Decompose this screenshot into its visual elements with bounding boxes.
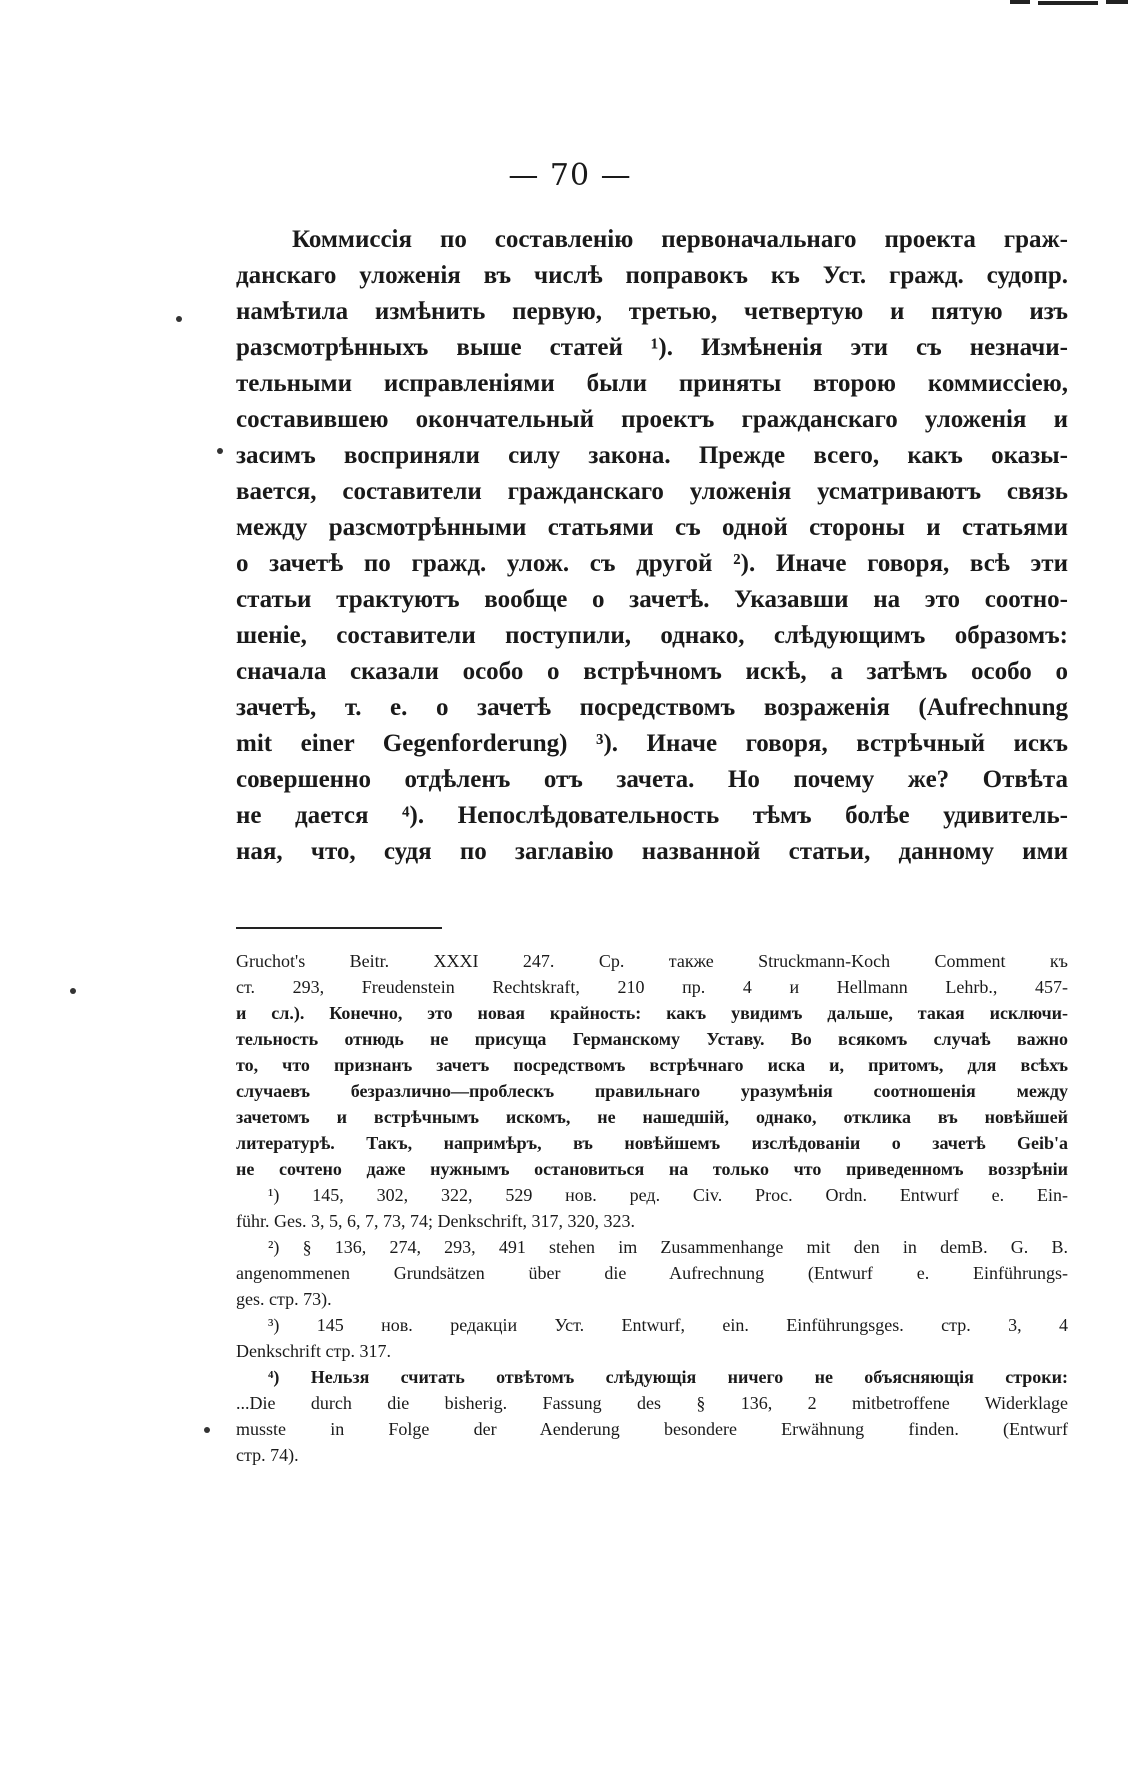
margin-dot [204, 1427, 210, 1433]
footnote-line: ²) § 136, 274, 293, 491 stehen im Zusammenhange mit den in demB. G. B. [268, 1237, 1068, 1257]
body-line: mit einer Gegenforderung) ³). Иначе говоря, встрѣчный искъ [236, 730, 1068, 757]
footnote-line: стр. 74). [236, 1445, 299, 1465]
footnote-line: musste in Folge der Aenderung besondere Erwähnung finden. (Entwurf [236, 1419, 1068, 1439]
body-line: между разсмотрѣнными статьями съ одной стороны и статьями [236, 514, 1068, 541]
footnote-line: Denkschrift стр. 317. [236, 1341, 392, 1361]
footnote-line: литературѣ. Такъ, напримѣръ, въ новѣйшемъ изслѣдованіи о зачетѣ Geib'a [236, 1133, 1068, 1153]
body-line: намѣтила измѣнить первую, третью, четвертую и пятую изъ [236, 298, 1068, 325]
body-line: зачетѣ, т. е. о зачетѣ посредствомъ возраженія (Aufrechnung [236, 694, 1068, 721]
body-text [236, 222, 1068, 870]
footnote-line: зачетомъ и встрѣчнымъ искомъ, не нашедшій, однако, отклика въ новѣйшей [236, 1107, 1068, 1127]
body-line: Коммиссія по составленію первоначальнаго проекта граж- [292, 226, 1068, 253]
body-line: разсмотрѣнныхъ выше статей ¹). Измѣненія эти съ незначи- [236, 334, 1068, 361]
page-number: — 70 — [508, 158, 632, 193]
footnote-line: случаевъ безразлично—проблескъ правильнаго уразумѣнія соотношенія между [236, 1081, 1068, 1101]
scan-edge-mark [1010, 0, 1130, 10]
footnote-separator [236, 927, 442, 929]
footnote-line: ⁴) Нельзя считать отвѣтомъ слѣдующія ничего не объясняющія строки: [268, 1367, 1068, 1387]
margin-dot [176, 316, 182, 322]
footnote-line: ¹) 145, 302, 322, 529 нов. ред. Civ. Proc. Ordn. Entwurf e. Ein- [268, 1185, 1068, 1205]
footnote-line: angenommenen Grundsätzen über die Aufrechnung (Entwurf e. Einführungs- [236, 1263, 1068, 1283]
footnote-line: ...Die durch die bisherig. Fassung des § 136, 2 mitbetroffene Widerklage [236, 1393, 1068, 1413]
body-line: засимъ восприняли силу закона. Прежде всего, какъ оказы- [236, 442, 1068, 469]
margin-dot [217, 448, 223, 454]
footnote-line: и сл.). Конечно, это новая крайность: какъ увидимъ дальше, такая исключи- [236, 1003, 1068, 1023]
footnote-line: не сочтено даже нужнымъ остановиться на только что приведенномъ воззрѣніи [236, 1159, 1068, 1179]
footnote-line: тельность отнюдь не присуща Германскому Уставу. Во всякомъ случаѣ важно [236, 1029, 1068, 1049]
footnote-line: führ. Ges. 3, 5, 6, 7, 73, 74; Denkschrift, 317, 320, 323. [236, 1211, 635, 1231]
body-line: составившею окончательный проектъ гражданскаго уложенія и [236, 406, 1068, 433]
body-line: сначала сказали особо о встрѣчномъ искѣ, а затѣмъ особо о [236, 658, 1068, 685]
body-line: данскаго уложенія въ числѣ поправокъ къ Уст. гражд. судопр. [236, 262, 1068, 289]
footnote-line: ges. стр. 73). [236, 1289, 332, 1309]
body-line: совершенно отдѣленъ отъ зачета. Но почему же? Отвѣта [236, 766, 1068, 793]
body-line: ная, что, судя по заглавію названной статьи, данному ими [236, 838, 1068, 865]
body-line: о зачетѣ по гражд. улож. съ другой ²). Иначе говоря, всѣ эти [236, 550, 1068, 577]
footnote-line: ст. 293, Freudenstein Rechtskraft, 210 пр. 4 и Hellmann Lehrb., 457- [236, 977, 1068, 997]
margin-dot [70, 988, 76, 994]
body-line: вается, составители гражданскаго уложенія усматриваютъ связь [236, 478, 1068, 505]
footnotes [236, 948, 1068, 1468]
body-line: не дается ⁴). Непослѣдовательность тѣмъ болѣе удивитель- [236, 802, 1068, 829]
footnote-line: то, что признанъ зачетъ посредствомъ встрѣчнаго иска и, притомъ, для всѣхъ [236, 1055, 1068, 1075]
body-line: тельными исправленіями были приняты второю коммиссіею, [236, 370, 1068, 397]
body-line: шеніе, составители поступили, однако, слѣдующимъ образомъ: [236, 622, 1068, 649]
footnote-line: ³) 145 нов. редакціи Уст. Entwurf, ein. Einführungsges. стр. 3, 4 [268, 1315, 1068, 1335]
footnote-line: Gruchot's Beitr. XXXI 247. Ср. также Struckmann-Koch Comment къ [236, 951, 1068, 971]
body-line: статьи трактуютъ вообще о зачетѣ. Указавши на это соотно- [236, 586, 1068, 613]
